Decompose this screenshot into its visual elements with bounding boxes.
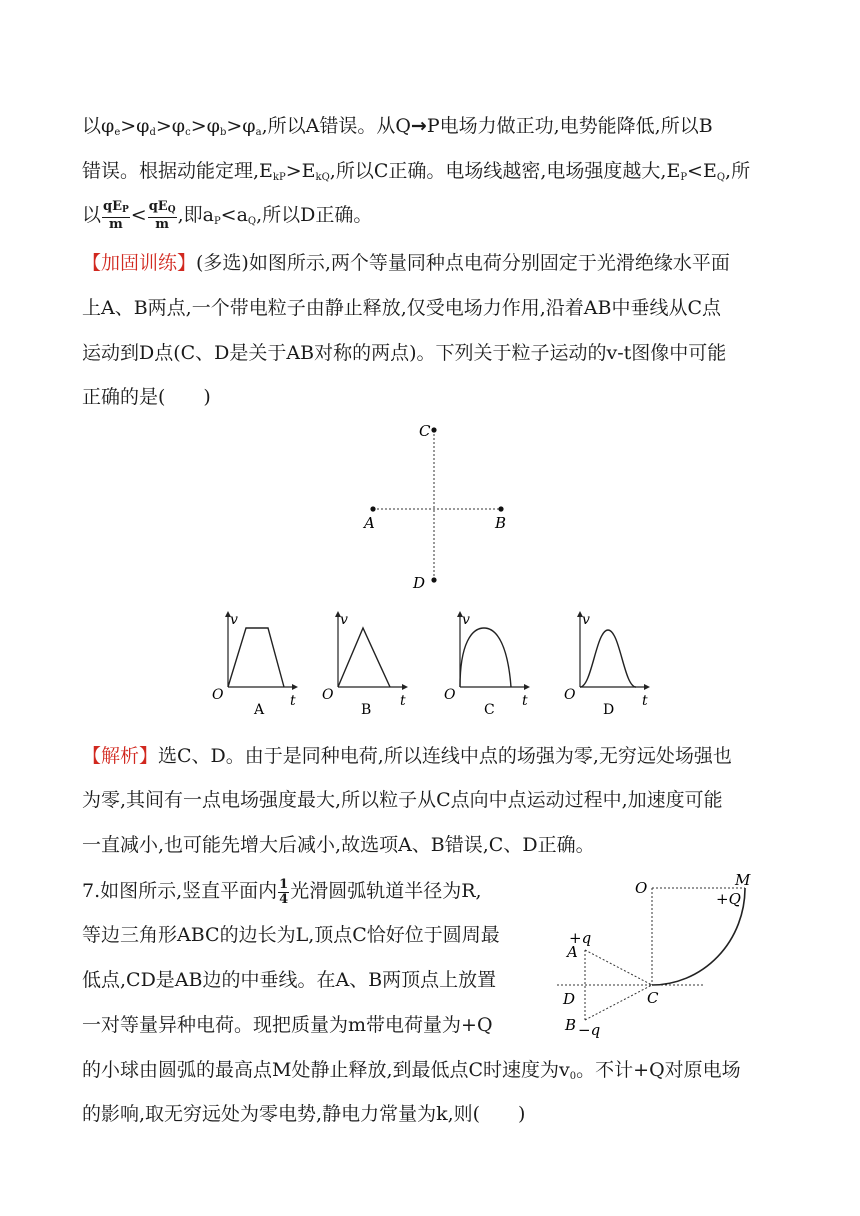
- text: 以: [82, 204, 102, 226]
- text: >φ: [155, 115, 186, 137]
- text: ,所以C正确。电场线越密,电场强度越大,E: [329, 160, 681, 182]
- subscript: Q: [716, 172, 726, 183]
- vt-graph-b: [320, 608, 415, 718]
- origin-label: O: [212, 687, 224, 703]
- text: (多选)如图所示,两个等量同种点电荷分别固定于光滑绝缘水平面: [196, 252, 730, 274]
- origin-label: O: [444, 687, 456, 703]
- text: 以φ: [82, 115, 115, 137]
- label-b: B: [495, 514, 507, 532]
- subscript: d: [149, 127, 156, 138]
- graph-caption: B: [361, 702, 372, 718]
- axis-v-label: v: [340, 612, 348, 628]
- text-line: 的影响,取无穷远处为零电势,静电力常量为k,则( ): [82, 1103, 526, 1125]
- section-tag: 【解析】: [82, 745, 159, 767]
- point-d: [431, 577, 436, 582]
- section-tag: 【加固训练】: [82, 252, 197, 274]
- text: >φ: [190, 115, 220, 137]
- subscript: 0: [569, 1071, 577, 1082]
- fraction-numerator: qE: [103, 199, 123, 214]
- text: 错误。根据动能定理,E: [82, 160, 273, 182]
- text-line: [82, 877, 482, 907]
- text-line: 正确的是( ): [82, 386, 211, 408]
- text-line: 低点,CD是AB边的中垂线。在A、B两顶点上放置: [82, 969, 497, 991]
- subscript: Q: [247, 216, 257, 227]
- vt-graph-d: [562, 608, 657, 718]
- vt-graph-a: [210, 608, 305, 718]
- text-line: [82, 742, 732, 770]
- label-a: A: [364, 514, 375, 532]
- subscript: P: [680, 172, 688, 183]
- point-c: [431, 427, 436, 432]
- subscript: c: [185, 127, 191, 138]
- label-m: M: [735, 871, 751, 889]
- subscript: P: [213, 216, 221, 227]
- label-d: D: [563, 990, 576, 1008]
- charges-figure: [355, 415, 525, 595]
- text-line: 上A、B两点,一个带电粒子由静止释放,仅受电场力作用,沿着AB中垂线从C点: [82, 297, 722, 319]
- subscript: a: [255, 127, 262, 138]
- text: 7.如图所示,竖直平面内: [82, 880, 278, 902]
- text: 的小球由圆弧的最高点M处静止释放,到最低点C时速度为v: [82, 1059, 570, 1081]
- track-figure: [555, 865, 770, 1040]
- origin-label: O: [564, 687, 576, 703]
- axis-t-label: t: [290, 693, 296, 709]
- graph-caption: C: [484, 702, 495, 718]
- text: ,所以D正确。: [256, 204, 373, 226]
- axis-v-label: v: [462, 612, 470, 628]
- text: ,所: [725, 160, 751, 182]
- label-a: A: [567, 943, 578, 961]
- label-d: D: [413, 574, 426, 592]
- text: <E: [687, 160, 717, 182]
- text-line: [82, 1056, 741, 1091]
- text: ,即a: [177, 204, 214, 226]
- axis-t-label: t: [642, 693, 648, 709]
- text: >E: [285, 160, 316, 182]
- text: <a: [220, 204, 248, 226]
- axis-t-label: t: [522, 693, 528, 709]
- label-minus-q: −q: [578, 1021, 601, 1039]
- text: 。不计+Q对原电场: [576, 1059, 741, 1081]
- text-line: [82, 157, 750, 192]
- text: 选C、D。由于是同种电荷,所以连线中点的场强为零,无穷远处场强也: [158, 745, 732, 767]
- fraction-denominator: m: [155, 217, 170, 232]
- text-line: 运动到D点(C、D是关于AB对称的两点)。下列关于粒子运动的v-t图像中可能: [82, 342, 727, 364]
- subscript: P: [122, 205, 129, 215]
- text-line: 一直减小,也可能先增大后减小,故选项A、B错误,C、D正确。: [82, 834, 595, 856]
- text-line: 等边三角形ABC的边长为L,顶点C恰好位于圆周最: [82, 924, 500, 946]
- fraction-denominator: m: [109, 217, 123, 232]
- text-line: [82, 249, 730, 277]
- subscript: kP: [272, 172, 286, 183]
- label-plus-q-ball: +Q: [716, 890, 741, 908]
- text-line: 为零,其间有一点电场强度最大,所以粒子从C点向中点运动过程中,加速度可能: [82, 789, 723, 811]
- vt-graph-c: [442, 608, 537, 718]
- label-c: C: [419, 422, 431, 440]
- text: >φ: [226, 115, 256, 137]
- text: ,所以A错误。从Q: [261, 115, 411, 137]
- graph-caption: D: [603, 702, 615, 718]
- charge-a: [370, 506, 375, 511]
- fraction-denominator: 4: [279, 891, 289, 907]
- text: P电场力做正功,电势能降低,所以B: [426, 115, 713, 137]
- arrow-icon: →: [410, 115, 427, 137]
- fraction: [148, 200, 177, 232]
- fraction: [278, 878, 289, 907]
- axis-v-label: v: [582, 612, 590, 628]
- text-line: 一对等量异种电荷。现把质量为m带电荷量为+Q: [82, 1014, 493, 1036]
- text-line: [82, 112, 713, 147]
- label-b: B: [565, 1016, 577, 1034]
- axis-t-label: t: [400, 693, 406, 709]
- text: >φ: [120, 115, 150, 137]
- text: <: [130, 204, 147, 226]
- text: 光滑圆弧轨道半径为R,: [290, 880, 482, 902]
- label-o: O: [635, 879, 648, 897]
- graph-caption: A: [254, 702, 265, 718]
- axis-v-label: v: [230, 612, 238, 628]
- fraction-numerator: qE: [148, 199, 168, 214]
- subscript: e: [114, 127, 121, 138]
- subscript: kQ: [315, 172, 330, 183]
- fraction-numerator: 1: [279, 876, 289, 892]
- subscript: b: [219, 127, 227, 138]
- subscript: Q: [167, 205, 176, 215]
- label-c: C: [647, 989, 659, 1007]
- fraction: [102, 200, 130, 232]
- charge-b: [498, 506, 503, 511]
- label-plus-q: +q: [569, 929, 592, 947]
- text-line: [82, 200, 372, 236]
- origin-label: O: [322, 687, 334, 703]
